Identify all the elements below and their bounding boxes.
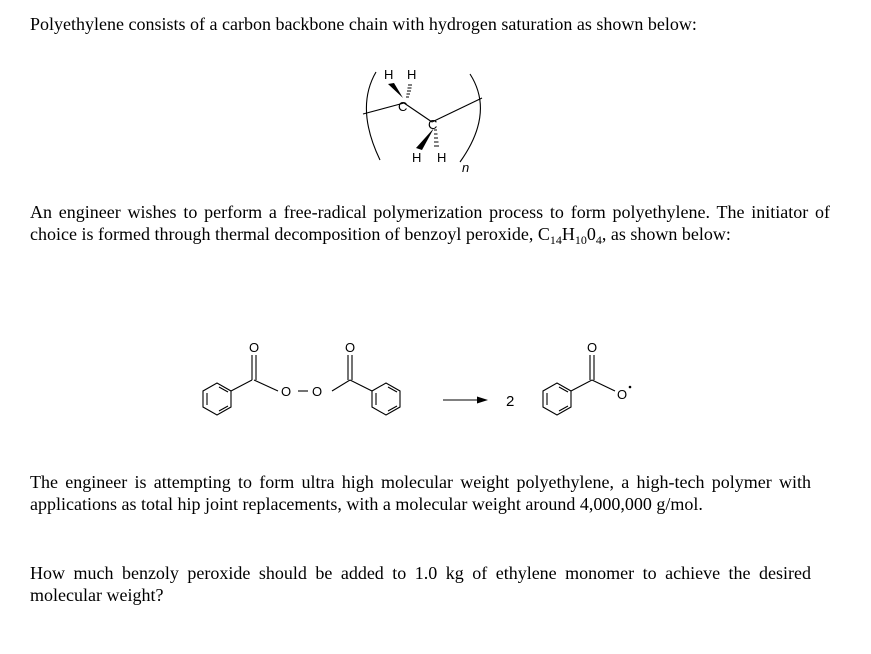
formula-o-count: 4 xyxy=(595,232,602,247)
peroxide-ester-o-left: O xyxy=(281,384,292,399)
atom-label-c1: C xyxy=(398,99,408,114)
question-paragraph: How much benzoly peroxide should be added to 1.0 kg of ethylene monomer to achieve the desired molecular weight? xyxy=(30,563,811,605)
formula-c-count: 14 xyxy=(549,232,562,247)
radical-carbonyl-o: O xyxy=(587,340,598,355)
repeat-subscript-n: n xyxy=(462,160,470,175)
peroxide-carbonyl-o-left: O xyxy=(249,340,260,355)
decomposition-reaction xyxy=(190,322,680,428)
peroxide-carbonyl-o-right: O xyxy=(345,340,356,355)
atom-label-h3: H xyxy=(412,150,422,165)
initiator-text-start: An engineer wishes to perform a free-radical polymerization process to form polyethylene. The initiator of choice is formed through thermal decomposition of benzoyl peroxide, C xyxy=(30,202,830,244)
radical-dot-icon xyxy=(629,386,632,389)
formula-h-symbol: H xyxy=(561,223,575,244)
atom-label-c2: C xyxy=(428,117,438,132)
atom-label-h1: H xyxy=(384,67,394,82)
radical-oxygen: O xyxy=(617,387,628,402)
peroxide-ester-o-right: O xyxy=(312,384,323,399)
uhmwpe-paragraph: The engineer is attempting to form ultra high molecular weight polyethylene, a high-tech polymer with applications as total hip joint replacements, with a molecular weight around 4,000,000 g/mol. xyxy=(30,472,811,514)
initiator-paragraph xyxy=(30,202,830,245)
polyethylene-structure xyxy=(350,58,500,180)
formula-h-count: 10 xyxy=(574,232,587,247)
formula-o-symbol: 0 xyxy=(586,223,596,244)
atom-label-h4: H xyxy=(437,150,447,165)
atom-label-h2: H xyxy=(407,67,417,82)
intro-paragraph: Polyethylene consists of a carbon backbone chain with hydrogen saturation as shown below: xyxy=(30,14,697,34)
initiator-text-end: , as shown below: xyxy=(601,223,731,244)
stoichiometric-coefficient: 2 xyxy=(506,393,515,410)
